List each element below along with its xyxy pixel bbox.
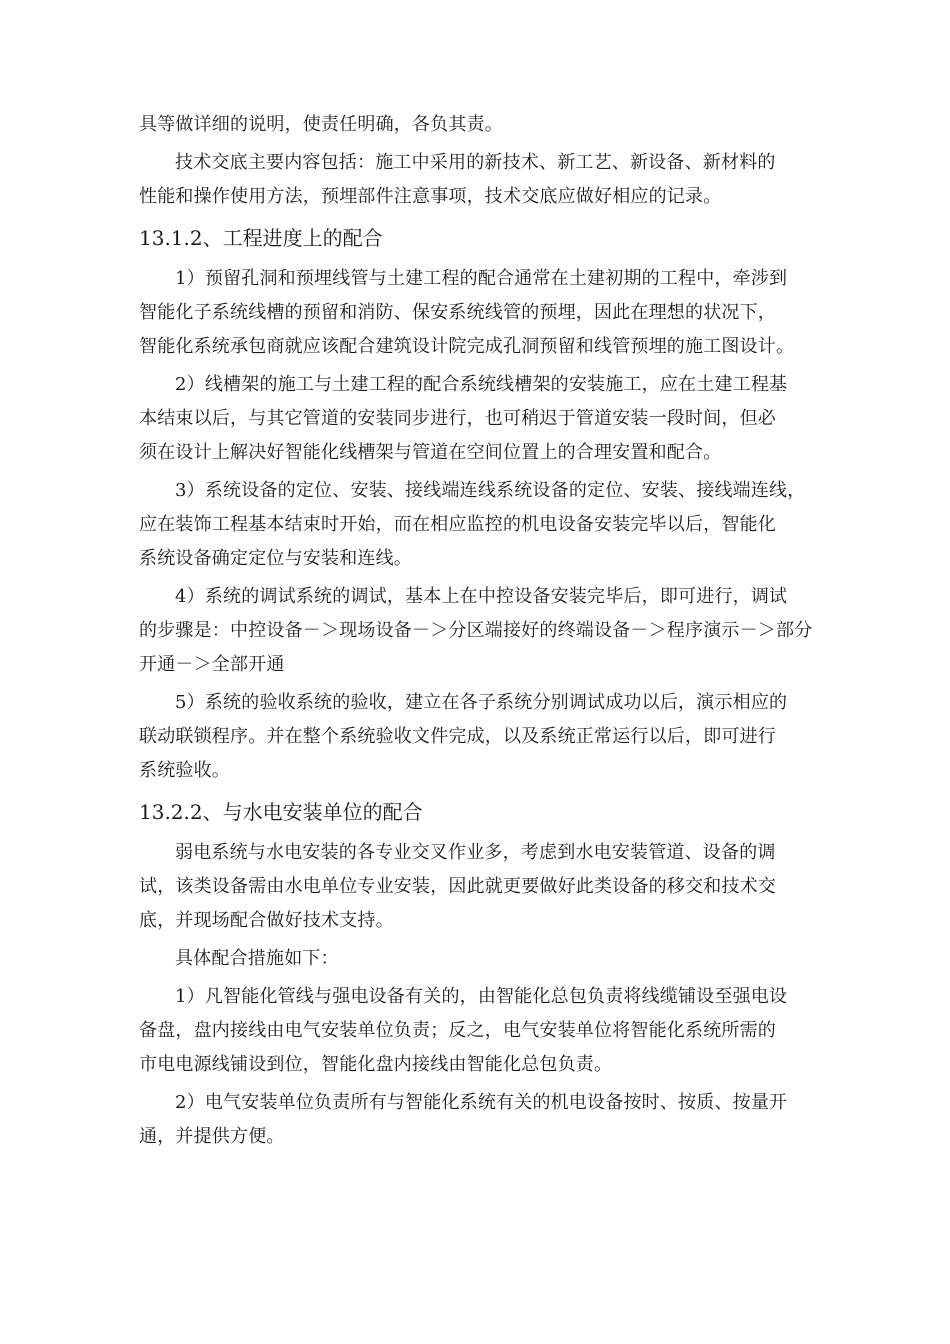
text-line: 底，并现场配合做好技术支持。 bbox=[139, 910, 394, 931]
paragraph bbox=[139, 368, 829, 470]
text-line: 联动联锁程序。并在整个系统验收文件完成，以及系统正常运行以后，即可进行 bbox=[139, 726, 776, 747]
paragraph bbox=[139, 146, 829, 214]
text-line: 1）预留孔洞和预埋线管与土建工程的配合通常在土建初期的工程中，牵涉到 bbox=[175, 268, 788, 289]
text-line: 技术交底主要内容包括：施工中采用的新技术、新工艺、新设备、新材料的 bbox=[175, 152, 776, 173]
paragraph bbox=[139, 108, 829, 142]
text-line: 应在装饰工程基本结束时开始，而在相应监控的机电设备安装完毕以后，智能化 bbox=[139, 514, 776, 535]
text-line: 须在设计上解决好智能化线槽架与管道在空间位置上的合理安置和配合。 bbox=[139, 442, 722, 463]
paragraph bbox=[139, 686, 829, 788]
text-line: 性能和操作使用方法，预埋部件注意事项，技术交底应做好相应的记录。 bbox=[139, 186, 722, 207]
paragraph bbox=[139, 580, 829, 682]
text-line: 市电电源线铺设到位，智能化盘内接线由智能化总包负责。 bbox=[139, 1054, 613, 1075]
text-line: 备盘，盘内接线由电气安装单位负责；反之，电气安装单位将智能化系统所需的 bbox=[139, 1020, 776, 1041]
text-line: 系统设备确定定位与安装和连线。 bbox=[139, 548, 412, 569]
text-line: 具等做详细的说明，使责任明确，各负其责。 bbox=[139, 114, 503, 135]
text-line: 的步骤是：中控设备－＞现场设备－＞分区端接好的终端设备－＞程序演示－＞部分 bbox=[139, 620, 813, 641]
paragraph bbox=[139, 980, 829, 1082]
text-line: 2）电气安装单位负责所有与智能化系统有关的机电设备按时、按质、按量开 bbox=[175, 1092, 788, 1113]
section-heading: 13.1.2、工程进度上的配合 bbox=[139, 226, 383, 250]
document-body bbox=[139, 108, 829, 1158]
text-line: 智能化子系统线槽的预留和消防、保安系统线管的预埋，因此在理想的状况下， bbox=[139, 302, 776, 323]
text-line: 通，并提供方便。 bbox=[139, 1126, 285, 1147]
text-line: 弱电系统与水电安装的各专业交叉作业多，考虑到水电安装管道、设备的调 bbox=[175, 842, 776, 863]
text-line: 开通－＞全部开通 bbox=[139, 654, 285, 675]
section-heading: 13.2.2、与水电安装单位的配合 bbox=[139, 800, 423, 824]
text-line: 5）系统的验收系统的验收，建立在各子系统分别调试成功以后，演示相应的 bbox=[175, 692, 788, 713]
paragraph bbox=[139, 1086, 829, 1154]
text-line: 1）凡智能化管线与强电设备有关的，由智能化总包负责将线缆铺设至强电设 bbox=[175, 986, 788, 1007]
paragraph bbox=[139, 942, 829, 976]
text-line: 智能化系统承包商就应该配合建筑设计院完成孔洞预留和线管预埋的施工图设计。 bbox=[139, 336, 795, 357]
text-line: 系统验收。 bbox=[139, 760, 230, 781]
paragraph bbox=[139, 474, 829, 576]
text-line: 3）系统设备的定位、安装、接线端连线系统设备的定位、安装、接线端连线， bbox=[175, 480, 806, 501]
paragraph bbox=[139, 836, 829, 938]
text-line: 4）系统的调试系统的调试，基本上在中控设备安装完毕后，即可进行，调试 bbox=[175, 586, 788, 607]
text-line: 2）线槽架的施工与土建工程的配合系统线槽架的安装施工，应在土建工程基 bbox=[175, 374, 788, 395]
text-line: 本结束以后，与其它管道的安装同步进行，也可稍迟于管道安装一段时间，但必 bbox=[139, 408, 776, 429]
text-line: 具体配合措施如下： bbox=[175, 948, 339, 969]
text-line: 试，该类设备需由水电单位专业安装，因此就更要做好此类设备的移交和技术交 bbox=[139, 876, 776, 897]
paragraph bbox=[139, 262, 829, 364]
